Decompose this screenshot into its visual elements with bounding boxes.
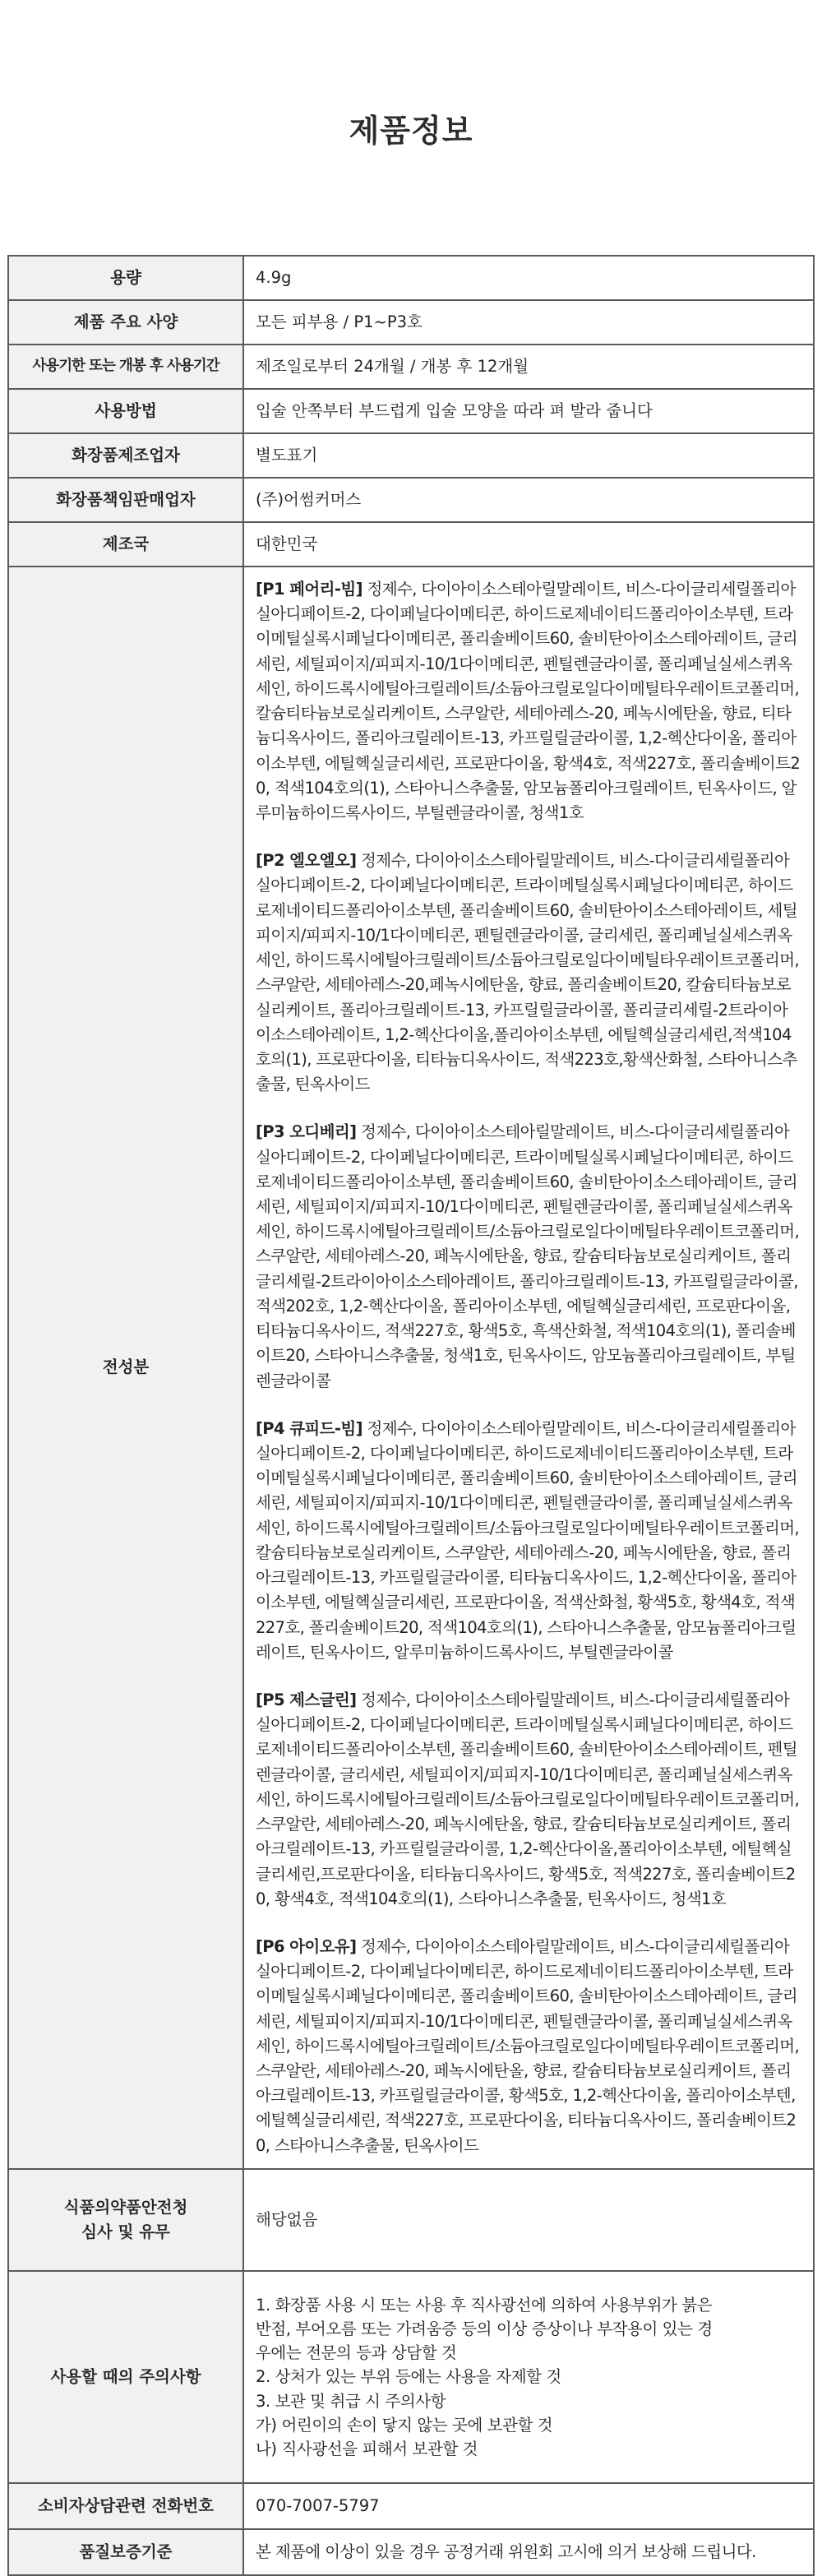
value-volume: 4.9g xyxy=(243,256,814,300)
row-country xyxy=(8,522,814,567)
ingredient-list-text: 정제수, 다이아이소스테아릴말레이트, 비스-다이글리세릴폴리아실아디페이트-2, 다이페닐다이메티콘, 트라이메틸실록시페닐다이메티콘, 하이드로제네이티드폴리아이소부텐, 폴리솔베이트60, 솔비탄아이소스테아레이트, 펜틸렌글라이콜, 글리세린, 세틸피이지/피피지-10/1다이메티콘, 폴리페닐실세스퀴옥세인, 하이드록시에틸아크릴레이트/소듐아크릴로일다이메틸타우레이트코폴리머, 스쿠알란, 세테아레스-20, 페녹시에탄올, 향료, 칼슘티타늄보로실리케이트, 폴리아크릴레이트-13, 카프릴릴글라이콜, 1,2-헥산다이올,폴리아이소부텐, 에틸헥실글리세린,프로판다이올, 티타늄디옥사이드, 황색5호, 적색227호, 폴리솔베이트20, 황색4호, 적색104호의(1), 스타아니스추출물, 틴옥사이드, 청색1호 xyxy=(256,1690,800,1908)
value-expiry: 제조일로부터 24개월 / 개봉 후 12개월 xyxy=(243,345,814,389)
row-phone xyxy=(8,2483,814,2529)
row-spec xyxy=(8,300,814,345)
row-volume xyxy=(8,256,814,300)
value-phone: 070-7007-5797 xyxy=(243,2483,814,2529)
ingredient-block-p4 xyxy=(256,1417,801,1665)
row-manufacturer xyxy=(8,433,814,478)
caution-line: 2. 상처가 있는 부위 등에는 사용을 자제할 것 xyxy=(256,2367,561,2387)
ingredient-block-p2 xyxy=(256,849,801,1097)
ingredient-list-text: 정제수, 다이아이소스테아릴말레이트, 비스-다이글리세릴폴리아실아디페이트-2, 다이페닐다이메티콘, 트라이메틸실록시페닐다이메티콘, 하이드로제네이티드폴리아이소부텐, 폴리솔베이트60, 솔비탄아이소스테아레이트, 글리세린, 세틸피이지/피피지-10/1다이메티콘, 펜틸렌글라이콜, 폴리페닐실세스퀴옥세인, 하이드록시에틸아크릴레이트/소듐아크릴로일다이메틸타우레이트코폴리머, 스쿠알란, 세테아레스-20, 페녹시에탄올, 향료, 칼슘티타늄보로실리케이트, 폴리글리세릴-2트라이아이소스테아레이트, 폴리아크릴레이트-13, 카프릴릴글라이콜, 적색202호, 1,2-헥산다이올, 폴리아이소부텐, 에틸헥실글리세린, 프로판다이올, 티타늄디옥사이드, 적색227호, 황색5호, 흑색산화철, 적색104호의(1), 폴리솔베이트20, 스타아니스추출물, 청색1호, 틴옥사이드, 암모늄폴리아크릴레이트, 부틸렌글라이콜 xyxy=(256,1122,800,1390)
value-warranty: 본 제품에 이상이 있을 경우 공정거래 위원회 고시에 의거 보상해 드립니다. xyxy=(243,2529,814,2575)
label-mfds-line2: 심사 및 유무 xyxy=(81,2222,170,2241)
product-info-table xyxy=(7,255,815,2576)
caution-line: 우에는 전문의 등과 상담할 것 xyxy=(256,2343,457,2363)
label-seller: 화장품책임판매업자 xyxy=(8,478,243,522)
ingredient-block-p5 xyxy=(256,1688,801,1912)
row-seller xyxy=(8,478,814,522)
label-volume: 용량 xyxy=(8,256,243,300)
value-seller: (주)어썸커머스 xyxy=(243,478,814,522)
ingredient-shade-name: [P5 제스글린] xyxy=(256,1690,357,1709)
label-usage: 사용방법 xyxy=(8,389,243,433)
row-usage xyxy=(8,389,814,433)
ingredient-block-p3 xyxy=(256,1120,801,1393)
row-warranty xyxy=(8,2529,814,2575)
ingredient-shade-name: [P3 오디베리] xyxy=(256,1122,357,1142)
row-mfds xyxy=(8,2169,814,2271)
label-mfds xyxy=(8,2169,243,2271)
value-usage: 입술 안쪽부터 부드럽게 입술 모양을 따라 펴 발라 줍니다 xyxy=(243,389,814,433)
label-manufacturer: 화장품제조업자 xyxy=(8,433,243,478)
caution-line: 반점, 부어오름 또는 가려움증 등의 이상 증상이나 부작용이 있는 경 xyxy=(256,2319,713,2338)
ingredient-shade-name: [P2 엘오엘오] xyxy=(256,851,357,871)
label-mfds-line1: 식품의약품안전청 xyxy=(63,2197,188,2217)
ingredient-block-p6 xyxy=(256,1935,801,2158)
row-ingredients xyxy=(8,567,814,2169)
label-warranty: 품질보증기준 xyxy=(8,2529,243,2575)
label-ingredients: 전성분 xyxy=(8,567,243,2169)
ingredient-shade-name: [P1 페어리-빔] xyxy=(256,580,363,599)
caution-line: 3. 보관 및 취급 시 주의사항 xyxy=(256,2391,446,2411)
value-cautions xyxy=(243,2271,814,2483)
caution-line: 나) 직사광선을 피해서 보관할 것 xyxy=(256,2440,478,2459)
value-ingredients xyxy=(243,567,814,2169)
label-phone: 소비자상담관련 전화번호 xyxy=(8,2483,243,2529)
label-spec: 제품 주요 사양 xyxy=(8,300,243,345)
ingredient-list-text: 정제수, 다이아이소스테아릴말레이트, 비스-다이글리세릴폴리아실아디페이트-2, 다이페닐다이메티콘, 하이드로제네이티드폴리아이소부텐, 트라이메틸실록시페닐다이메티콘, 폴리솔베이트60, 솔비탄아이소스테아레이트, 글리세린, 세틸피이지/피피지-10/1다이메티콘, 펜틸렌글라이콜, 폴리페닐실세스퀴옥세인, 하이드록시에틸아크릴레이트/소듐아크릴로일다이메틸타우레이트코폴리머, 칼슘티타늄보로실리케이트, 스쿠알란, 세테아레스-20, 페녹시에탄올, 향료, 티타늄디옥사이드, 폴리아크릴레이트-13, 카프릴릴글라이콜, 1,2-헥산다이올, 폴리아이소부텐, 에틸헥실글리세린, 프로판다이올, 황색4호, 적색227호, 폴리솔베이트20, 적색104호의(1), 스타아니스추출물, 암모늄폴리아크릴레이트, 틴옥사이드, 알루미늄하이드록사이드, 부틸렌글라이콜, 청색1호 xyxy=(256,580,801,822)
value-mfds: 해당없음 xyxy=(243,2169,814,2271)
label-country: 제조국 xyxy=(8,522,243,567)
ingredient-list-text: 정제수, 다이아이소스테아릴말레이트, 비스-다이글리세릴폴리아실아디페이트-2, 다이페닐다이메티콘, 트라이메틸실록시페닐다이메티콘, 하이드로제네이티드폴리아이소부텐, 폴리솔베이트60, 솔비탄아이소스테아레이트, 세틸피이지/피피지-10/1다이메티콘, 펜틸렌글라이콜, 글리세린, 폴리페닐실세스퀴옥세인, 하이드록시에틸아크릴레이트/소듐아크릴로일다이메틸타우레이트코폴리머, 스쿠알란, 세테아레스-20,페녹시에탄올, 향료, 폴리솔베이트20, 칼슘티타늄보로실리케이트, 폴리아크릴레이트-13, 카프릴릴글라이콜, 폴리글리세릴-2트라이아이소스테아레이트, 1,2-헥산다이올,폴리아이소부텐, 에틸헥실글리세린,적색104호의(1), 프로판다이올, 티타늄디옥사이드, 적색223호,황색산화철, 스타아니스추출물, 틴옥사이드 xyxy=(256,851,800,1094)
ingredient-shade-name: [P4 큐피드-빔] xyxy=(256,1418,363,1438)
row-expiry xyxy=(8,345,814,389)
row-cautions xyxy=(8,2271,814,2483)
page-title: 제품정보 xyxy=(349,112,473,149)
label-cautions: 사용할 때의 주의사항 xyxy=(8,2271,243,2483)
ingredient-list-text: 정제수, 다이아이소스테아릴말레이트, 비스-다이글리세릴폴리아실아디페이트-2, 다이페닐다이메티콘, 하이드로제네이티드폴리아이소부텐, 트라이메틸실록시페닐다이메티콘, 폴리솔베이트60, 솔비탄아이소스테아레이트, 글리세린, 세틸피이지/피피지-10/1다이메티콘, 펜틸렌글라이콜, 폴리페닐실세스퀴옥세인, 하이드록시에틸아크릴레이트/소듐아크릴로일다이메틸타우레이트코폴리머, 칼슘티타늄보로실리케이트, 스쿠알란, 세테아레스-20, 페녹시에탄올, 향료, 폴리아크릴레이트-13, 카프릴릴글라이콜, 티타늄디옥사이드, 1,2-헥산다이올, 폴리아이소부텐, 에틸헥실글리세린, 프로판다이올, 적색산화철, 황색5호, 황색4호, 적색227호, 폴리솔베이트20, 적색104호의(1), 스타아니스추출물, 암모늄폴리아크릴레이트, 틴옥사이드, 알루미늄하이드록사이드, 부틸렌글라이콜 xyxy=(256,1418,800,1662)
value-manufacturer: 별도표기 xyxy=(243,433,814,478)
ingredient-list-text: 정제수, 다이아이소스테아릴말레이트, 비스-다이글리세릴폴리아실아디페이트-2, 다이페닐다이메티콘, 하이드로제네이티드폴리아이소부텐, 트라이메틸실록시페닐다이메티콘, 폴리솔베이트60, 솔비탄아이소스테아레이트, 글리세린, 세틸피이지/피피지-10/1다이메티콘, 펜틸렌글라이콜, 폴리페닐실세스퀴옥세인, 하이드록시에틸아크릴레이트/소듐아크릴로일다이메틸타우레이트코폴리머, 스쿠알란, 세테아레스-20, 페녹시에탄올, 향료, 칼슘티타늄보로실리케이트, 폴리아크릴레이트-13, 카프릴릴글라이콜, 황색5호, 1,2-헥산다이올, 폴리아이소부텐, 에틸헥실글리세린, 적색227호, 프로판다이올, 티타늄디옥사이드, 폴리솔베이트20, 스타아니스추출물, 틴옥사이드 xyxy=(256,1936,800,2155)
label-expiry: 사용기한 또는 개봉 후 사용기간 xyxy=(8,345,243,389)
value-spec: 모든 피부용 / P1~P3호 xyxy=(243,300,814,345)
ingredient-block-p1 xyxy=(256,577,801,826)
value-country: 대한민국 xyxy=(243,522,814,567)
caution-line: 1. 화장품 사용 시 또는 사용 후 직사광선에 의하여 사용부위가 붉은 xyxy=(256,2295,713,2315)
caution-line: 가) 어린이의 손이 닿지 않는 곳에 보관할 것 xyxy=(256,2415,553,2435)
ingredient-shade-name: [P6 아이오유] xyxy=(256,1936,357,1956)
